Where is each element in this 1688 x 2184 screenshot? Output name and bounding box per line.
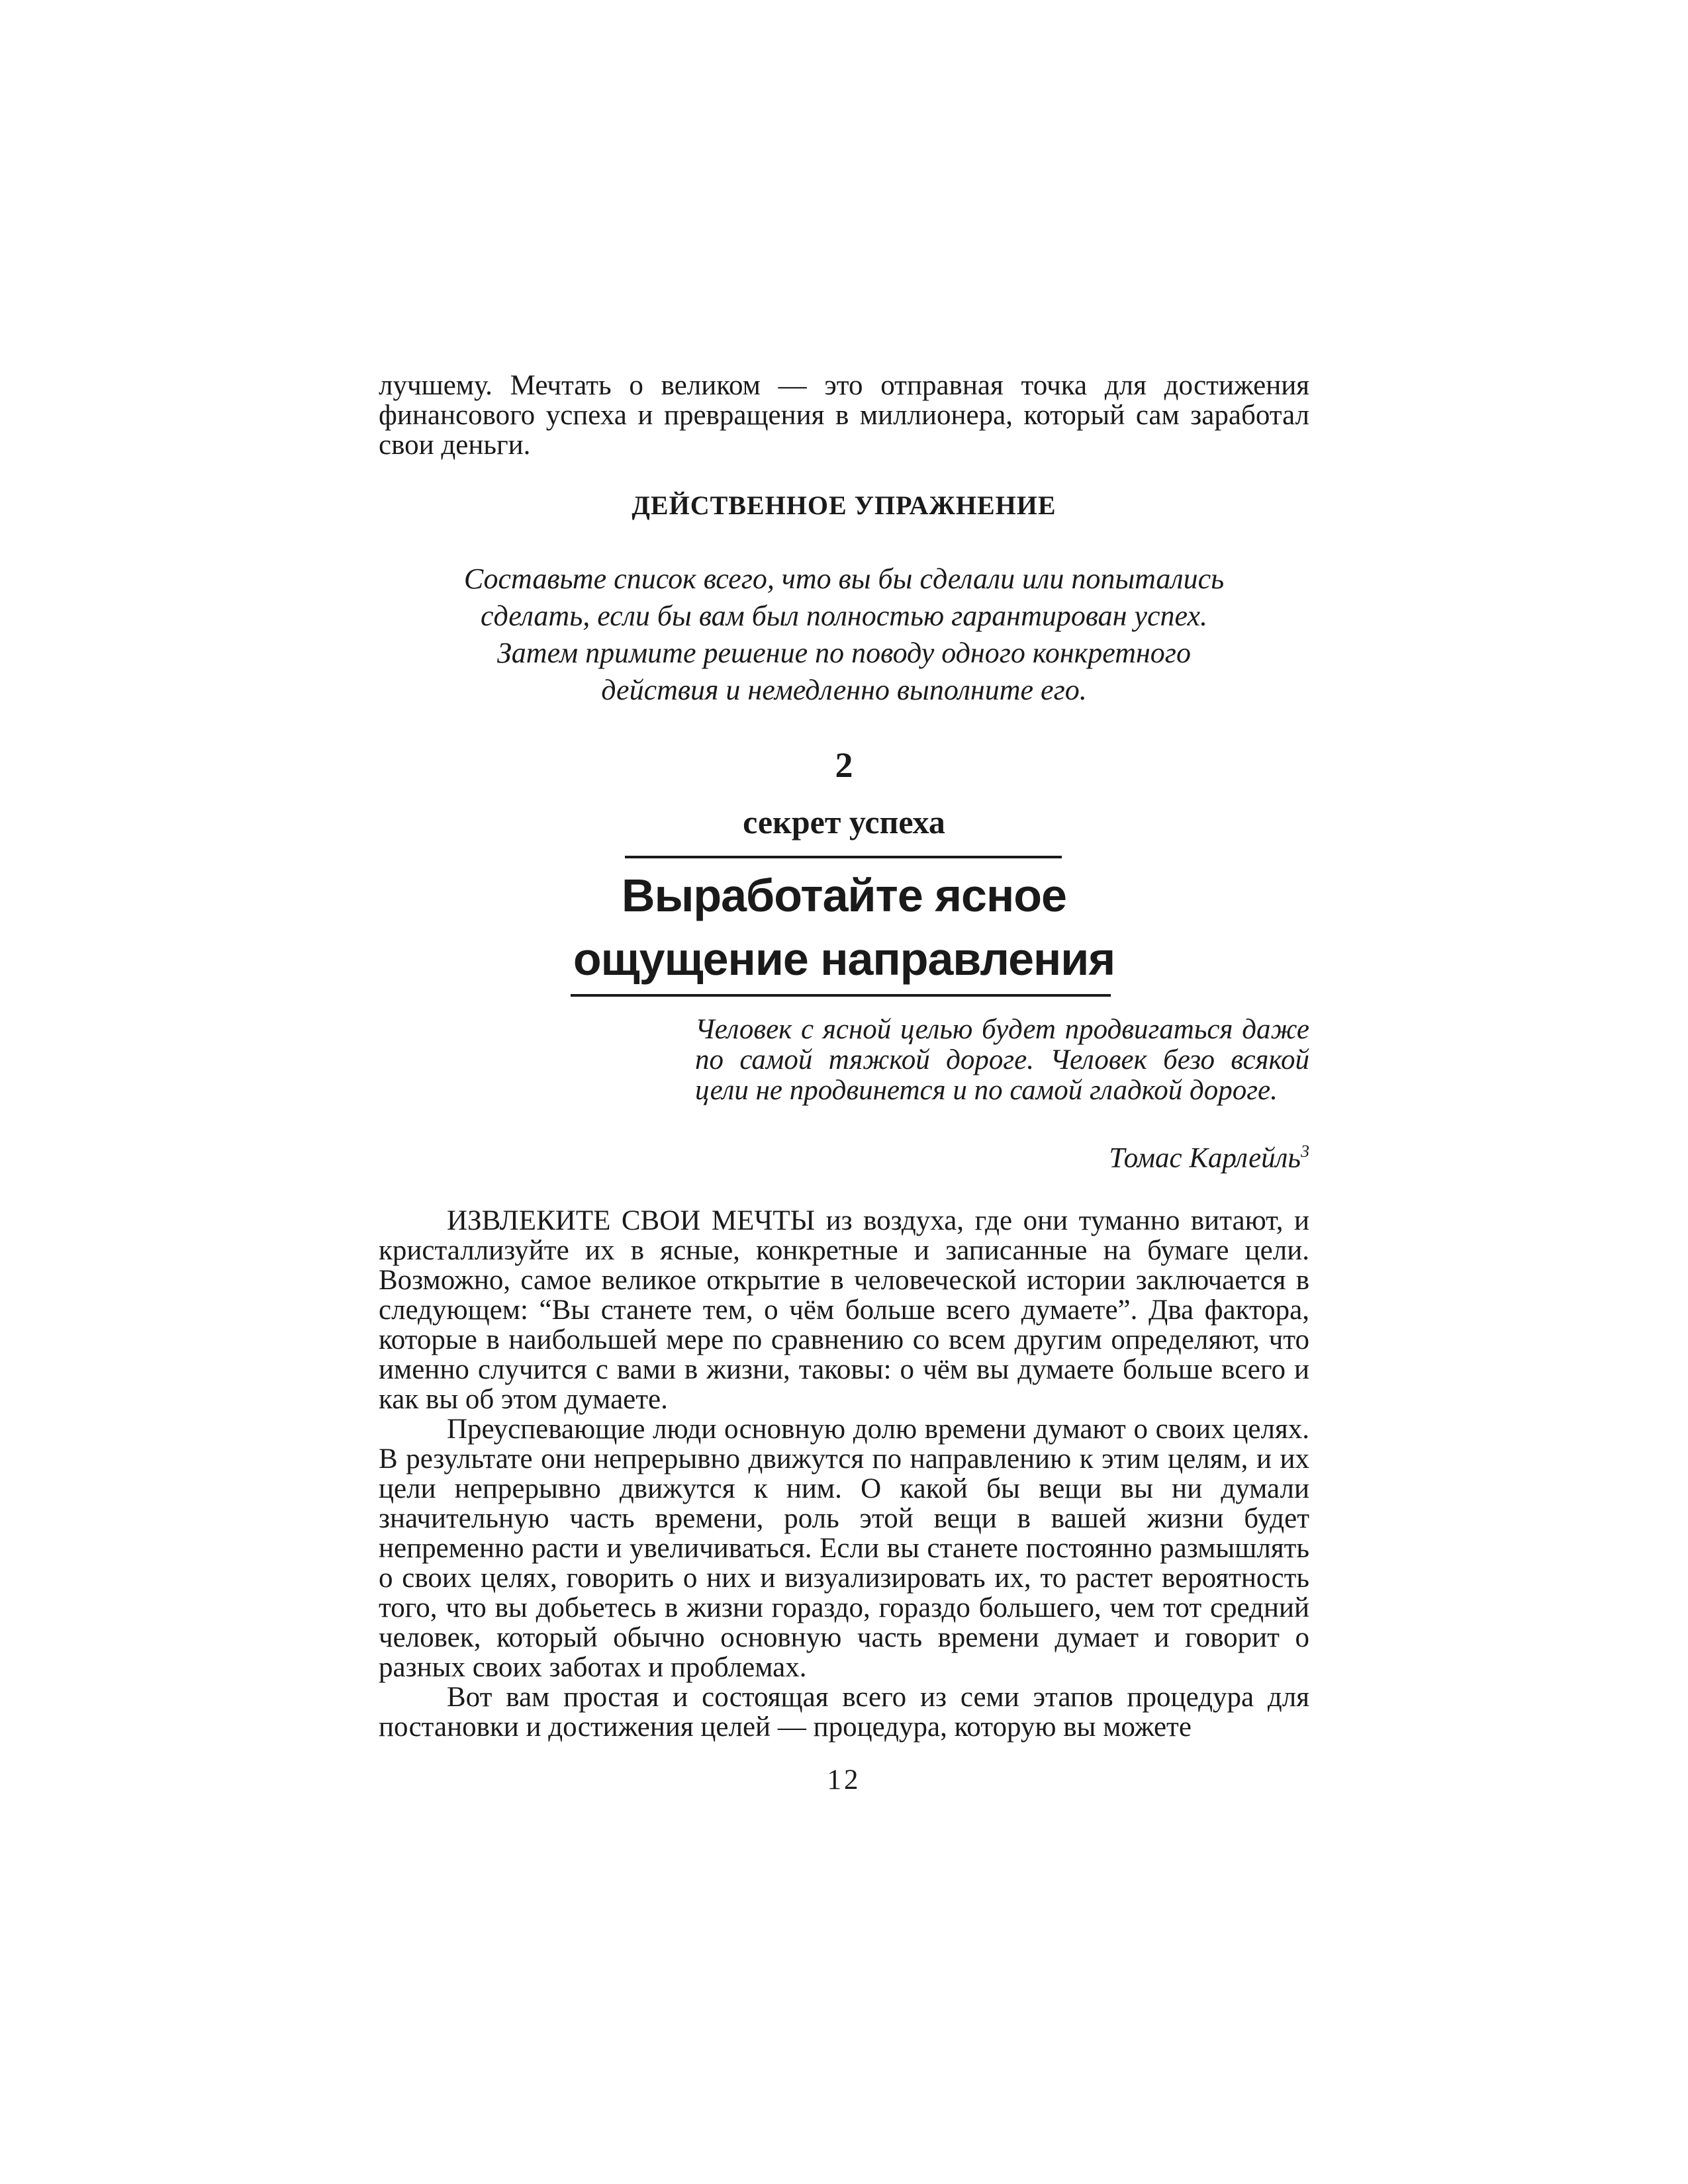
epigraph-author-name: Томас Карлейль	[1109, 1142, 1301, 1174]
body-text	[379, 1206, 1309, 1742]
title-rule-bottom	[571, 994, 1111, 997]
exercise-heading: ДЕЙСТВЕННОЕ УПРАЖНЕНИЕ	[632, 490, 1056, 520]
lead-in-caps: ИЗВЛЕКИТЕ СВОИ МЕЧТЫ	[447, 1205, 816, 1236]
exercise-line: сделать, если бы вам был полностью гарантирован успех.	[480, 600, 1208, 632]
footnote-mark: 3	[1301, 1142, 1309, 1161]
paragraph-text: из воздуха, где они туманно витают, и кристаллизуйте их в ясные, конкретные и записанные на бумаге цели. Возможно, самое великое открытие в человеческой истории заключается в следующем: “Вы станете тем, о чём больше всего думаете”. Два фактора, которые в наибольшей мере по сравнению со всем другим определяют, что именно случится с вами в жизни, таковы: о чём вы думаете больше всего и как вы об этом думаете.	[379, 1205, 1309, 1415]
epigraph-author	[695, 1142, 1309, 1174]
exercise-line: действия и немедленно выполните его.	[601, 674, 1087, 706]
chapter-number: 2	[835, 745, 853, 785]
intro-paragraph: лучшему. Мечтать о великом — это отправная точка для достижения финансового успеха и превращения в миллионера, который сам заработал свои деньги.	[379, 370, 1309, 461]
body-paragraph	[379, 1206, 1309, 1414]
chapter-title-line: ощущение направления	[573, 933, 1115, 985]
book-page	[379, 370, 1309, 1796]
body-paragraph: Преуспевающие люди основную долю времени думают о своих целях. В результате они непрерывно движутся по направлению к этим целям, и их цели непрерывно движутся к ним. О какой бы вещи вы ни думали значительную часть времени, роль этой вещи в вашей жизни будет непременно расти и увеличиваться. Если вы станете постоянно размышлять о своих целях, говорить о них и визуализировать их, то растет вероятность того, что вы добьетесь в жизни гораздо, гораздо большего, чем тот средний человек, который обычно основную часть времени думает и говорит о разных своих заботах и проблемах.	[379, 1414, 1309, 1683]
epigraph-quote: Человек с ясной целью будет продвигаться даже по самой тяжкой дороге. Человек безо всякой цели не продвинется и по самой гладкой дороге.	[695, 1014, 1309, 1106]
title-rule-top	[625, 856, 1062, 858]
exercise-line: Составьте список всего, что вы бы сделали или попытались	[463, 563, 1225, 595]
exercise-text	[379, 561, 1309, 709]
body-paragraph: Вот вам простая и состоящая всего из семи этапов процедура для постановки и достижения целей — процедура, которую вы можете	[379, 1682, 1309, 1743]
exercise-line: Затем примите решение по поводу одного конкретного	[497, 637, 1191, 669]
chapter-title-line: Выработайте ясное	[622, 870, 1066, 921]
page-number: 12	[827, 1764, 861, 1796]
chapter-label: секрет успеха	[743, 803, 945, 841]
chapter-title	[379, 864, 1309, 991]
